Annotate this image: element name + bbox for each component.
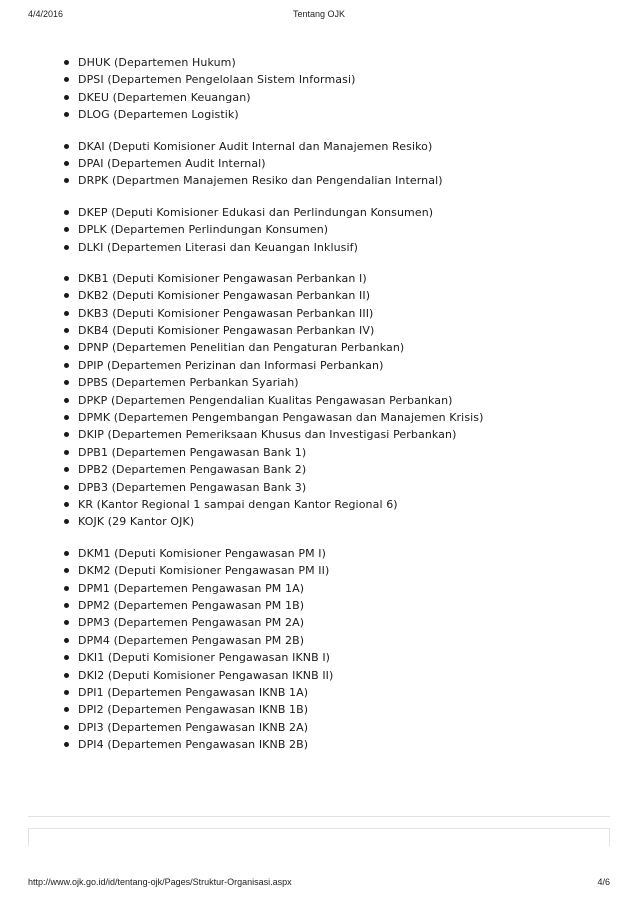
list-item: DPAI (Departemen Audit Internal) [64,155,584,172]
list-item: DKAI (Deputi Komisioner Audit Internal dan Manajemen Resiko) [64,138,584,155]
bullet-group [64,545,584,754]
list-item: DKIP (Departemen Pemeriksaan Khusus dan Investigasi Perbankan) [64,426,584,443]
list-item: DPI2 (Departemen Pengawasan IKNB 1B) [64,701,584,718]
list-item: DKEU (Departemen Keuangan) [64,89,584,106]
list-item: DHUK (Departemen Hukum) [64,54,584,71]
list-item: KOJK (29 Kantor OJK) [64,513,584,530]
page-number: 4/6 [597,877,610,887]
list-item: DPI3 (Departemen Pengawasan IKNB 2A) [64,719,584,736]
footer-panel [28,828,610,846]
list-item: DKB1 (Deputi Komisioner Pengawasan Perbankan I) [64,270,584,287]
list-item: DKI2 (Deputi Komisioner Pengawasan IKNB II) [64,667,584,684]
list-item: KR (Kantor Regional 1 sampai dengan Kantor Regional 6) [64,496,584,513]
list-item: DPB3 (Departemen Pengawasan Bank 3) [64,479,584,496]
list-item: DPB2 (Departemen Pengawasan Bank 2) [64,461,584,478]
bullet-group [64,54,584,124]
org-structure-list [64,54,584,767]
list-item: DKI1 (Deputi Komisioner Pengawasan IKNB I) [64,649,584,666]
list-item: DPLK (Departemen Perlindungan Konsumen) [64,221,584,238]
section-divider [28,816,610,817]
list-item: DKM1 (Deputi Komisioner Pengawasan PM I) [64,545,584,562]
list-item: DPIP (Departemen Perizinan dan Informasi Perbankan) [64,357,584,374]
list-item: DKB3 (Deputi Komisioner Pengawasan Perbankan III) [64,305,584,322]
page-url: http://www.ojk.go.id/id/tentang-ojk/Pages/Struktur-Organisasi.aspx [28,877,292,887]
list-item: DLKI (Departemen Literasi dan Keuangan Inklusif) [64,239,584,256]
list-item: DPBS (Departemen Perbankan Syariah) [64,374,584,391]
list-item: DPSI (Departemen Pengelolaan Sistem Informasi) [64,71,584,88]
print-header [28,9,610,23]
list-item: DPM4 (Departemen Pengawasan PM 2B) [64,632,584,649]
list-item: DKM2 (Deputi Komisioner Pengawasan PM II) [64,562,584,579]
list-item: DPM2 (Departemen Pengawasan PM 1B) [64,597,584,614]
list-item: DRPK (Departmen Manajemen Resiko dan Pengendalian Internal) [64,172,584,189]
list-item: DKB4 (Deputi Komisioner Pengawasan Perbankan IV) [64,322,584,339]
bullet-group [64,204,584,256]
list-item: DPMK (Departemen Pengembangan Pengawasan dan Manajemen Krisis) [64,409,584,426]
list-item: DPM3 (Departemen Pengawasan PM 2A) [64,614,584,631]
print-footer [28,877,610,891]
list-item: DPNP (Departemen Penelitian dan Pengaturan Perbankan) [64,339,584,356]
print-date: 4/4/2016 [28,9,64,19]
list-item: DPI1 (Departemen Pengawasan IKNB 1A) [64,684,584,701]
list-item: DLOG (Departemen Logistik) [64,106,584,123]
list-item: DPI4 (Departemen Pengawasan IKNB 2B) [64,736,584,753]
page-title: Tentang OJK [292,9,346,19]
list-item: DPM1 (Departemen Pengawasan PM 1A) [64,580,584,597]
bullet-group [64,138,584,190]
list-item: DKEP (Deputi Komisioner Edukasi dan Perlindungan Konsumen) [64,204,584,221]
bullet-group [64,270,584,531]
list-item: DKB2 (Deputi Komisioner Pengawasan Perbankan II) [64,287,584,304]
list-item: DPB1 (Departemen Pengawasan Bank 1) [64,444,584,461]
list-item: DPKP (Departemen Pengendalian Kualitas Pengawasan Perbankan) [64,392,584,409]
